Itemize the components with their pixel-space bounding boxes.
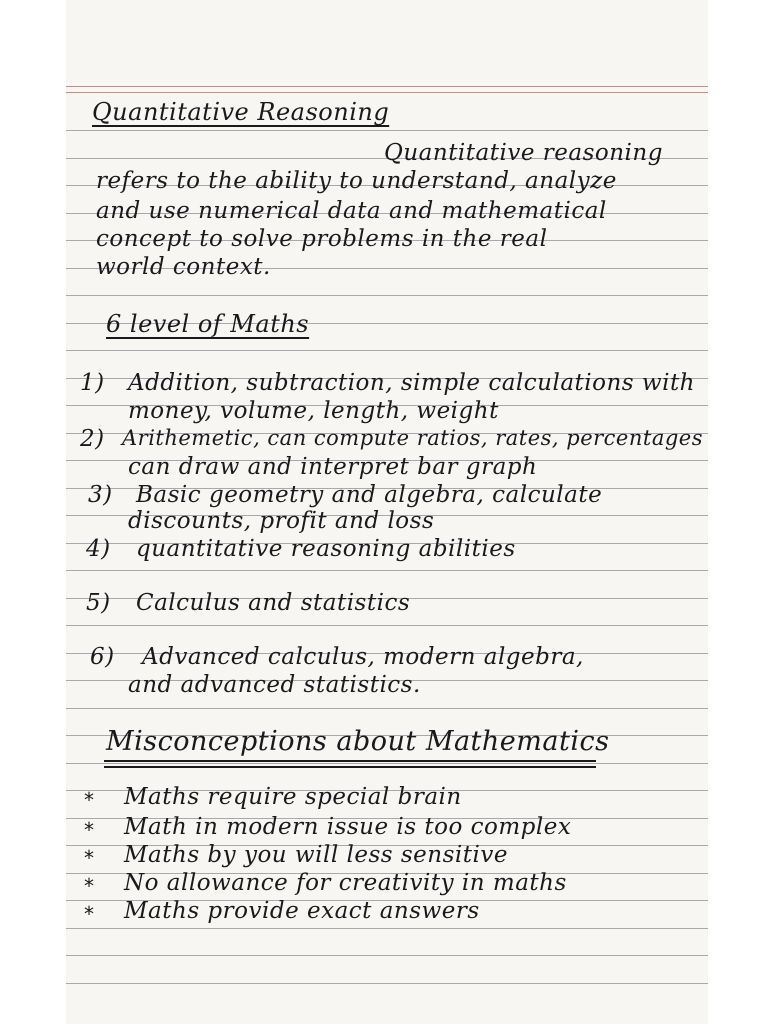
definition-line-2: refers to the ability to understand, analyze (96, 168, 617, 194)
heading-underline-2 (104, 766, 596, 768)
misconception-text: Maths provide exact answers (124, 898, 480, 924)
level-text: Advanced calculus, modern algebra, (142, 644, 584, 670)
top-margin-line (66, 86, 708, 87)
level-text: Arithemetic, can compute ratios, rates, percentages (122, 426, 703, 450)
definition-line-3: and use numerical data and mathematical (96, 198, 607, 224)
level-text: Calculus and statistics (136, 590, 411, 616)
star-bullet-icon: * (84, 788, 94, 812)
level-number: 6) (90, 644, 115, 670)
ruled-line (66, 708, 708, 709)
misconception-text: Maths require special brain (124, 784, 462, 810)
star-bullet-icon: * (84, 846, 94, 870)
level-number: 4) (86, 536, 111, 562)
level-number: 5) (86, 590, 111, 616)
level-text-cont: can draw and interpret bar graph (128, 454, 538, 480)
misconception-text: No allowance for creativity in maths (124, 870, 567, 896)
level-number: 2) (80, 426, 105, 452)
page-title: Quantitative Reasoning (92, 98, 390, 126)
notebook-page (66, 0, 708, 1024)
ruled-line (66, 130, 708, 131)
ruled-line (66, 928, 708, 929)
level-text: Addition, subtraction, simple calculations with (128, 370, 695, 396)
misconception-text: Math in modern issue is too complex (124, 814, 572, 840)
definition-line-1: Quantitative reasoning (384, 140, 663, 166)
misconceptions-heading: Misconceptions about Mathematics (106, 726, 610, 757)
definition-line-4: concept to solve problems in the real (96, 226, 548, 252)
misconception-text: Maths by you will less sensitive (124, 842, 508, 868)
level-text: quantitative reasoning abilities (136, 536, 516, 562)
ruled-line (66, 955, 708, 956)
level-number: 3) (88, 482, 113, 508)
level-text-cont: money, volume, length, weight (128, 398, 499, 424)
star-bullet-icon: * (84, 874, 94, 898)
ruled-line (66, 625, 708, 626)
definition-line-5: world context. (96, 254, 271, 280)
level-text-cont: discounts, profit and loss (128, 508, 435, 534)
ruled-line (66, 350, 708, 351)
ruled-line (66, 763, 708, 764)
levels-heading: 6 level of Maths (106, 310, 310, 338)
level-number: 1) (80, 370, 105, 396)
ruled-line (66, 295, 708, 296)
ruled-line (66, 570, 708, 571)
level-text: Basic geometry and algebra, calculate (136, 482, 603, 508)
ruled-line (66, 983, 708, 984)
star-bullet-icon: * (84, 818, 94, 842)
level-text-cont: and advanced statistics. (128, 672, 421, 698)
star-bullet-icon: * (84, 902, 94, 926)
heading-underline (104, 760, 596, 762)
top-margin-line-2 (66, 92, 708, 93)
